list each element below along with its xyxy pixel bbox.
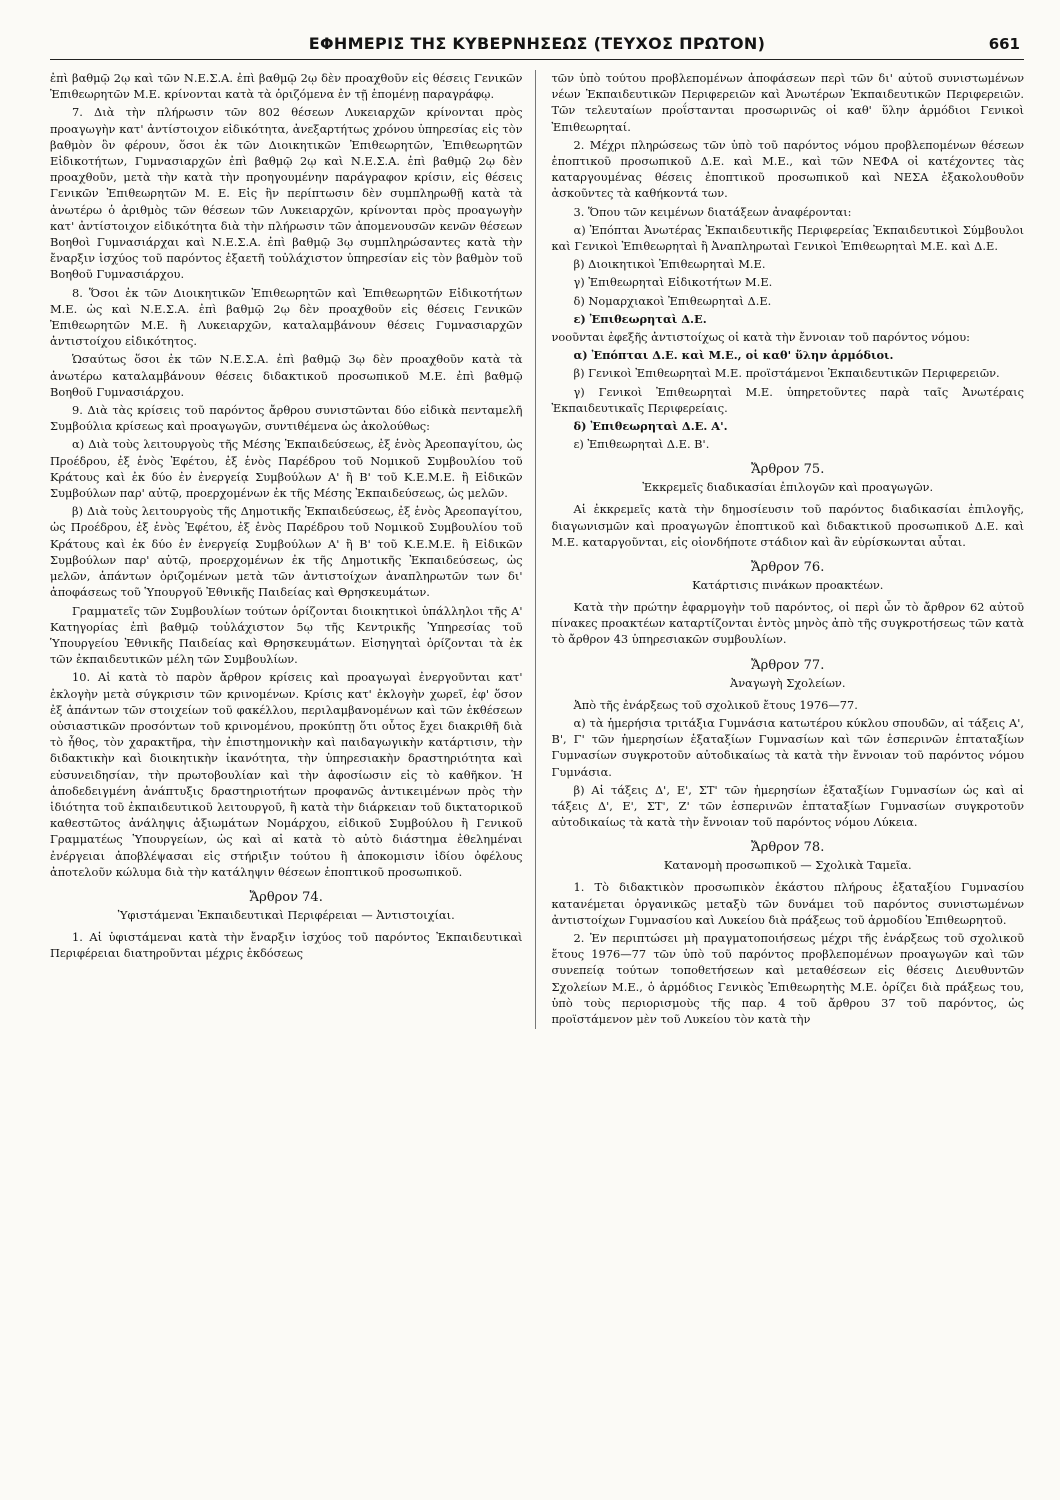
article-77-subtitle: Ἀναγωγὴ Σχολείων. [730, 675, 846, 690]
page-number: 661 [988, 35, 1020, 53]
paragraph-8: 8. Ὅσοι ἐκ τῶν Διοικητικῶν Ἐπιθεωρητῶν καὶ Ἐπιθεωρητῶν Εἰδικοτήτων Μ.Ε. ὡς καὶ Ν.Ε.Σ.Α. ἐπὶ βαθμῷ 2ῳ δὲν προαχθοῦν εἰς θέσεις Γενικῶν Ἐπιθεωρητῶν Μ.Ε. ἢ Λυκειαρχῶν, καταλαμβάνουν θέσεις Γυμνασιαρχῶν ἀντιστοίχου εἰδικότητος. [50, 285, 523, 349]
paragraph: 2. Ἐν περιπτώσει μὴ πραγματοποιήσεως μέχρι τῆς ἐνάρξεως τοῦ σχολικοῦ ἔτους 1976—77 τῶν ὑπὸ τοῦ παρόντος προβλεπομένων προαγωγῶν καὶ τῶν συνεπείᾳ τούτων τοποθετήσεων καὶ μεταθέσεων εἰς θέσεις Διευθυντῶν Σχολείων Μ.Ε., ὁ ἁρμόδιος Γενικὸς Ἐπιθεωρητὴς Μ.Ε. ὁρίζει διὰ πράξεως του, ὑπὸ τοὺς περιορισμοὺς τῆς παρ. 4 τοῦ ἄρθρου 37 τοῦ παρόντος, ὡς προϊστάμενον μὲν τοῦ Λυκείου τὸν κατὰ τὴν [551, 930, 1024, 1026]
text-columns [50, 70, 1024, 1029]
list-item: ε) Ἐπιθεωρηταὶ Δ.Ε. Β'. [573, 437, 710, 452]
paragraph: Αἱ ἐκκρεμεῖς κατὰ τὴν δημοσίευσιν τοῦ παρόντος διαδικασίαι ἐπιλογῆς, διαγωνισμῶν καὶ προαγωγῶν ἐποπτικοῦ καὶ διδακτικοῦ προσωπικοῦ Δ.Ε. καὶ Μ.Ε. καταργοῦνται, εἰς οἱονδήποτε στάδιον καὶ ἂν εὑρίσκωνται αὗται. [551, 502, 1024, 549]
paragraph-3: 3. Ὅπου τῶν κειμένων διατάξεων ἀναφέρονται: [573, 204, 852, 219]
article-75-subtitle: Ἐκκρεμεῖς διαδικασίαι ἐπιλογῶν καὶ προαγωγῶν. [642, 480, 934, 495]
article-76-subtitle: Κατάρτισις πινάκων προακτέων. [692, 578, 884, 593]
list-item: β) Διοικητικοὶ Ἐπιθεωρηταὶ Μ.Ε. [573, 257, 766, 272]
list-item: α) Ἐπόπται Ἀνωτέρας Ἐκπαιδευτικῆς Περιφερείας Ἐκπαιδευτικοὶ Σύμβουλοι καὶ Γενικοὶ Ἐπιθεωρηταὶ ἢ Ἀναπληρωταὶ Γενικοὶ Ἐπιθεωρηταὶ Μ.Ε. καὶ Δ.Ε. [551, 222, 1024, 254]
article-76-title: Ἄρθρον 76. [751, 560, 825, 576]
paragraph: Ἀπὸ τῆς ἐνάρξεως τοῦ σχολικοῦ ἔτους 1976—77. [573, 697, 858, 712]
article-77-title: Ἄρθρον 77. [751, 657, 825, 673]
list-item: δ) Ἐπιθεωρηταὶ Δ.Ε. Α'. [573, 419, 728, 434]
paragraph-2: 2. Μέχρι πληρώσεως τῶν ὑπὸ τοῦ παρόντος νόμου προβλεπομένων θέσεων ἐποπτικοῦ προσωπικοῦ Δ.Ε. καὶ Μ.Ε., καὶ τῶν ΝΕΦΑ οἱ κατέχοντες τὰς καταργουμένας θέσεις ἐποπτικοῦ προσωπικοῦ καὶ ΝΕΣΑ ἐξακολουθοῦν ἀσκοῦντες τὰ καθήκοντά των. [551, 137, 1024, 201]
list-item: γ) Ἐπιθεωρηταὶ Εἰδικοτήτων Μ.Ε. [573, 275, 773, 290]
article-78-title: Ἄρθρον 78. [751, 840, 825, 856]
gazette-title: ΕΦΗΜΕΡΙΣ ΤΗΣ ΚΥΒΕΡΝΗΣΕΩΣ (ΤΕΥΧΟΣ ΠΡΩΤΟΝ) [308, 34, 766, 53]
left-column [50, 70, 536, 1029]
article-74-subtitle: Ὑφιστάμεναι Ἐκπαιδευτικαὶ Περιφέρειαι — Ἀντιστοιχίαι. [117, 907, 455, 922]
paragraph-7: 7. Διὰ τὴν πλήρωσιν τῶν 802 θέσεων Λυκειαρχῶν κρίνονται πρὸς προαγωγὴν κατ' ἀντίστοιχον εἰδικότητα, ἀνεξαρτήτως χρόνου ὑπηρεσίας εἰς τὸν βαθμὸν ὃν φέρουν, ὅσοι ἐκ τῶν Διοικητικῶν Ἐπιθεωρητῶν, Ἐπιθεωρητῶν Εἰδικοτήτων, Γυμνασιαρχῶν ἐπὶ βαθμῷ 2ῳ καὶ Ν.Ε.Σ.Α. ἐπὶ βαθμῷ 2ῳ δὲν προαχθοῦν, μετὰ τὴν κατὰ τὴν προηγουμένην παράγραφον κρίσιν, εἰς θέσεις Γενικῶν Ἐπιθεωρητῶν Μ. Ε. Εἰς ἣν περίπτωσιν δὲν συμπληρωθῇ κατὰ τὰ ἀνωτέρω ὁ ἀριθμὸς τῶν θέσεων τῶν Λυκειαρχῶν, κρίνονται πρὸς προαγωγὴν κατ' ἀντίστοιχον εἰδικότητα διὰ τὴν πλήρωσιν τῶν ἀπομενουσῶν κενῶν θέσεων Βοηθοὶ Γυμνασιάρχαι καὶ Ν.Ε.Σ.Α. ἐπὶ βαθμῷ 3ῳ συμπληρώσαντες κατὰ τὴν ἔναρξιν ἰσχύος τοῦ παρόντος ἐξαετῆ τοὐλάχιστον ὑπηρεσίαν εἰς τὸν βαθμὸν τοῦ Βοηθοῦ Γυμνασιάρχου. [50, 105, 523, 282]
list-item: β) Αἱ τάξεις Δ', Ε', ΣΤ' τῶν ἡμερησίων ἑξαταξίων Γυμνασίων ὡς καὶ αἱ τάξεις Δ', Ε', ΣΤ', Ζ' τῶν ἑσπερινῶν ἑπταταξίων Γυμνασίων συγκροτοῦν αὐτοδικαίως τὰ κατὰ τὴν ἔννοιαν τοῦ παρόντος νόμου Λύκεια. [551, 782, 1024, 830]
paragraph: Γραμματεῖς τῶν Συμβουλίων τούτων ὁρίζονται διοικητικοὶ ὑπάλληλοι τῆς Α' Κατηγορίας ἐπὶ βαθμῷ τοὐλάχιστον 5ῳ τῆς Κεντρικῆς Ὑπηρεσίας τοῦ Ὑπουργείου Ἐθνικῆς Παιδείας καὶ Θρησκευμάτων. Εἰσηγηταὶ ὁρίζονται τὰ ἐκ τῶν ἐκπαιδευτικῶν μέλη τῶν Συμβουλίων. [50, 603, 523, 667]
right-column [552, 70, 1025, 1029]
paragraph: νοοῦνται ἐφεξῆς ἀντιστοίχως οἱ κατὰ τὴν ἔννοιαν τοῦ παρόντος νόμου: [551, 330, 971, 345]
paragraph: 1. Τὸ διδακτικὸν προσωπικὸν ἑκάστου πλήρους ἑξαταξίου Γυμνασίου κατανέμεται ὀργανικῶς μεταξὺ τῶν δυνάμει τοῦ παρόντος συνιστωμένων ἀντιστοίχων Γυμνασίου καὶ Λυκείου διὰ πράξεως τοῦ ἁρμοδίου Ἐπιθεωρητοῦ. [551, 880, 1024, 927]
article-75-title: Ἄρθρον 75. [751, 462, 825, 478]
list-item: ε) Ἐπιθεωρηταὶ Δ.Ε. [573, 311, 707, 326]
paragraph: ἐπὶ βαθμῷ 2ῳ καὶ τῶν Ν.Ε.Σ.Α. ἐπὶ βαθμῷ 2ῳ δὲν προαχθοῦν εἰς θέσεις Γενικῶν Ἐπιθεωρητῶν Μ.Ε. κρίνονται κατὰ τὰ ὁριζόμενα ἐν τῇ ἑπομένῃ παραγράφῳ. [50, 71, 523, 102]
paragraph-9b: β) Διὰ τοὺς λειτουργοὺς τῆς Δημοτικῆς Ἐκπαιδεύσεως, ἐξ ἑνὸς Ἀρεοπαγίτου, ὡς Προέδρου, ἐξ ἑνὸς Ἐφέτου, ἐξ ἑνὸς Παρέδρου τοῦ Νομικοῦ Συμβουλίου τοῦ Κράτους καὶ ἐκ δύο ἐν ἐνεργείᾳ Συμβούλων Α' ἢ Β' τοῦ Κ.Ε.Μ.Ε. ἢ Εἰδικῶν Συμβούλων παρ' αὐτῷ, προερχομένων ἐκ τῆς Δημοτικῆς Ἐκπαιδεύσεως, ὡς μελῶν, ἁπάντων ὁριζομένων μετὰ τῶν ἀντιστοίχων ἀναπληρωτῶν των δι' ἀποφάσεως τοῦ Ὑπουργοῦ Ἐθνικῆς Παιδείας καὶ Θρησκευμάτων. [50, 504, 523, 600]
paragraph: τῶν ὑπὸ τούτου προβλεπομένων ἀποφάσεων περὶ τῶν δι' αὐτοῦ συνιστωμένων νέων Ἐκπαιδευτικῶν Περιφερειῶν καὶ Ἀνωτέρων Ἐκπαιδευτικῶν Περιφερειῶν. Τῶν τελευταίων προΐστανται προσωρινῶς οἱ καθ' ὕλην ἁρμόδιοι Γενικοὶ Ἐπιθεωρηταί. [551, 71, 1024, 134]
paragraph-9: 9. Διὰ τὰς κρίσεις τοῦ παρόντος ἄρθρου συνιστῶνται δύο εἰδικὰ πενταμελῆ Συμβούλια κρίσεως καὶ προαγωγῶν, συντιθέμενα ὡς ἀκολούθως: [50, 403, 523, 434]
list-item: α) Ἐπόπται Δ.Ε. καὶ Μ.Ε., οἱ καθ' ὕλην ἁρμόδιοι. [573, 348, 894, 363]
list-item: δ) Νομαρχιακοὶ Ἐπιθεωρηταὶ Δ.Ε. [573, 293, 772, 308]
article-78-subtitle: Κατανομὴ προσωπικοῦ — Σχολικὰ Ταμεῖα. [663, 858, 912, 873]
list-item: β) Γενικοὶ Ἐπιθεωρηταὶ Μ.Ε. προϊστάμενοι Ἐκπαιδευτικῶν Περιφερειῶν. [573, 366, 1000, 381]
paragraph: Κατὰ τὴν πρώτην ἐφαρμογὴν τοῦ παρόντος, οἱ περὶ ὧν τὸ ἄρθρον 62 αὐτοῦ πίνακες προακτέων καταρτίζονται ἐντὸς μηνὸς ἀπὸ τῆς συγκροτήσεως τῶν κατὰ τὸ ἄρθρον 43 ὑπηρεσιακῶν συμβουλίων. [551, 600, 1024, 647]
list-item: α) τὰ ἡμερήσια τριτάξια Γυμνάσια κατωτέρου κύκλου σπουδῶν, αἱ τάξεις Α', Β', Γ' τῶν ἡμερησίων ἑξαταξίων Γυμνασίων καὶ τῶν ἑσπερινῶν ἑπταταξίων Γυμνασίων συγκροτοῦν αὐτοδικαίως τὰ κατὰ τὴν ἔννοιαν τοῦ παρόντος νόμου Γυμνάσια. [551, 715, 1024, 779]
paragraph-10: 10. Αἱ κατὰ τὸ παρὸν ἄρθρον κρίσεις καὶ προαγωγαὶ ἐνεργοῦνται κατ' ἐκλογὴν μετὰ σύγκρισιν τῶν κρινομένων. Κρίσις κατ' ἐκλογὴν χωρεῖ, ἐφ' ὅσον ἐξ ἁπάντων τῶν στοιχείων τοῦ φακέλλου, περιλαμβανομένων καὶ τῶν ἐκθέσεων οὐσιαστικῶν προσόντων τοῦ κρινομένου, προκύπτῃ ὅτι οὗτος ἔχει διακριθῆ διὰ τὸ ἦθος, τὸν χαρακτῆρα, τὴν ἐπιστημονικὴν καὶ παιδαγωγικὴν κατάρτισιν, τὴν διδακτικὴν καὶ διοικητικὴν ἱκανότητα, τὴν ὑπηρεσιακὴν δραστηριότητα καὶ εὐσυνειδησίαν, τὴν πρωτοβουλίαν καὶ τὴν ἀφοσίωσιν εἰς τὸ καθῆκον. Ἡ ἀποδεδειγμένη ἀνάπτυξις δραστηριοτήτων προφανῶς ἀντικειμένων πρὸς τὴν ἰδιότητα τοῦ ἐκπαιδευτικοῦ λειτουργοῦ, ἢ κατὰ τὴν διάρκειαν τοῦ δικτατορικοῦ καθεστῶτος ἀνάληψις ἀξιωμάτων Νομάρχου, εἰδικοῦ Συμβούλου ἢ Γενικοῦ Γραμματέως Ὑπουργείων, ὡς καὶ αἱ κατὰ τὸ αὐτὸ διάστημα ἐθελημέναι ἐνέργειαι ἀποβλέψασαι εἰς στήριξιν τούτου ἢ ἀποκομισιν ἰδίου ὀφέλους ἀποτελοῦν κώλυμα διὰ τὴν κατάληψιν θέσεων ἐποπτικοῦ προσωπικοῦ. [50, 670, 523, 879]
list-item: γ) Γενικοὶ Ἐπιθεωρηταὶ Μ.Ε. ὑπηρετοῦντες παρὰ ταῖς Ἀνωτέραις Ἐκπαιδευτικαῖς Περιφερείαις. [551, 384, 1024, 415]
page-header [50, 34, 1024, 60]
paragraph: Ὡσαύτως ὅσοι ἐκ τῶν Ν.Ε.Σ.Α. ἐπὶ βαθμῷ 3ῳ δὲν προαχθοῦν κατὰ τὰ ἀνωτέρω καταλαμβάνουν θέσεις διδακτικοῦ προσωπικοῦ Μ.Ε. ἐπὶ βαθμῷ Βοηθοῦ Γυμνασιάρχου. [50, 352, 523, 399]
article-74-title: Ἄρθρον 74. [249, 889, 323, 905]
paragraph: 1. Αἱ ὑφιστάμεναι κατὰ τὴν ἔναρξιν ἰσχύος τοῦ παρόντος Ἐκπαιδευτικαὶ Περιφέρειαι διατηροῦνται μέχρις ἐκδόσεως [50, 929, 523, 961]
paragraph-9a: α) Διὰ τοὺς λειτουργοὺς τῆς Μέσης Ἐκπαιδεύσεως, ἐξ ἑνὸς Ἀρεοπαγίτου, ὡς Προέδρου, ἐξ ἑνὸς Ἐφέτου, ἐξ ἑνὸς Παρέδρου τοῦ Νομικοῦ Συμβουλίου τοῦ Κράτους καὶ ἐκ δύο ἐν ἐνεργείᾳ Συμβούλων Α' ἢ Β' τοῦ Κ.Ε.Μ.Ε. ἢ Εἰδικῶν Συμβούλων παρ' αὐτῷ, προερχομένων ἐκ τῆς Μέσης Ἐκπαιδεύσεως, ὡς μελῶν. [50, 437, 523, 501]
